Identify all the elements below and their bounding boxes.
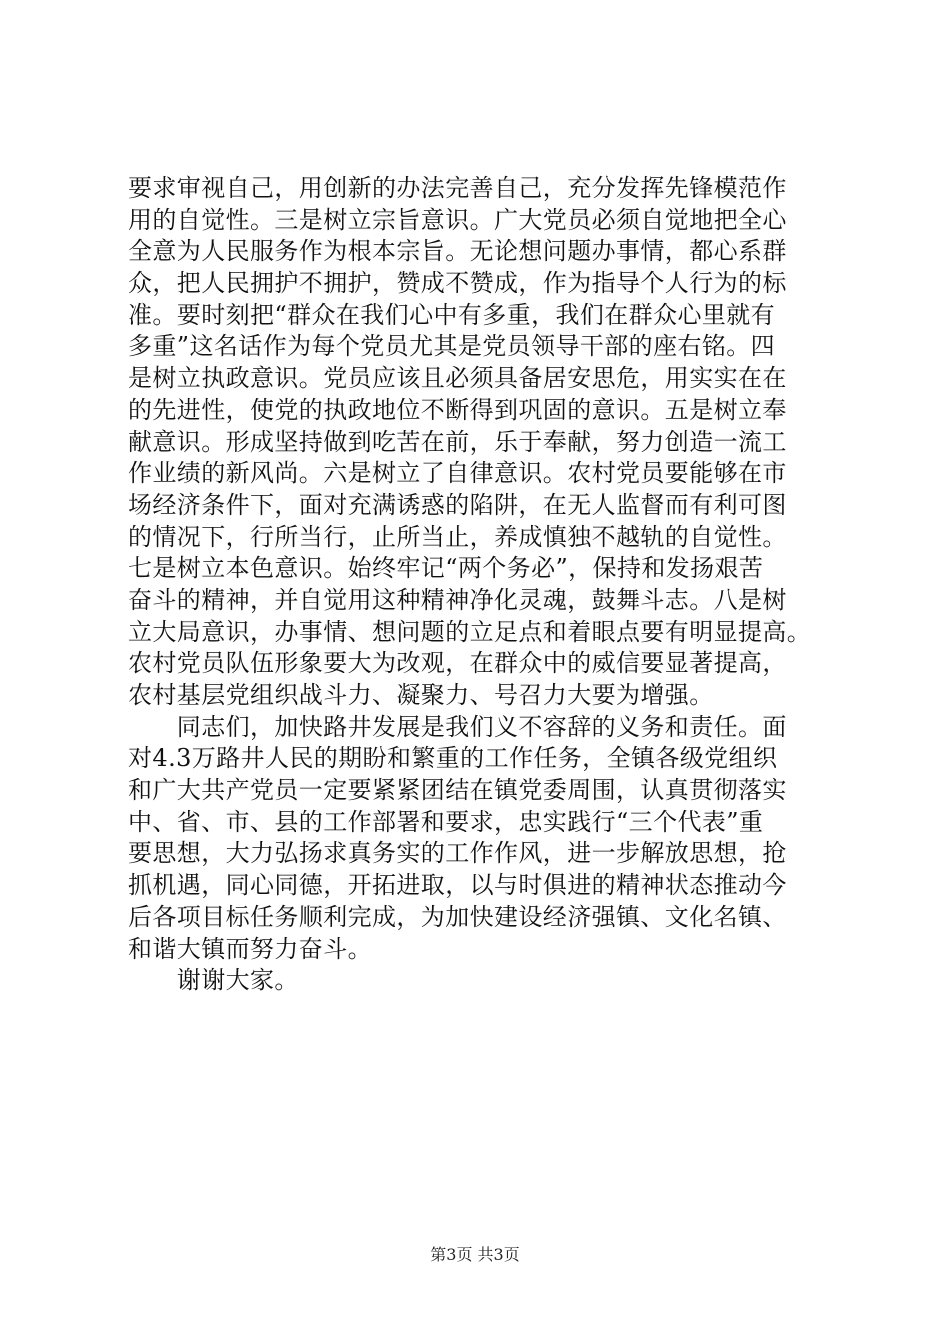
text-line: 的情况下，行所当行，止所当止，养成慎独不越轨的自觉性。 (128, 522, 787, 551)
text-line: 全意为人民服务作为根本宗旨。无论想问题办事情，都心系群 (128, 237, 787, 266)
closing-line: 谢谢大家。 (128, 966, 299, 995)
text-line: 献意识。形成坚持做到吃苦在前，乐于奉献，努力创造一流工 (128, 427, 787, 456)
text-line: 和广大共产党员一定要紧紧团结在镇党委周围，认真贯彻落实 (128, 776, 787, 805)
text-line: 和谐大镇而努力奋斗。 (128, 934, 372, 963)
text-line: 中、省、市、县的工作部署和要求，忠实践行“三个代表”重 (128, 807, 764, 836)
text-line: 要求审视自己，用创新的办法完善自己，充分发挥先锋模范作 (128, 174, 787, 202)
text-line: 众，把人民拥护不拥护，赞成不赞成，作为指导个人行为的标 (128, 269, 787, 298)
text-line: 奋斗的精神，并自觉用这种精神净化灵魂，鼓舞斗志。八是树 (128, 585, 787, 614)
text-line: 是树立执政意识。党员应该且必须具备居安思危，用实实在在 (128, 364, 787, 393)
text-line: 的先进性，使党的执政地位不断得到巩固的意识。五是树立奉 (128, 395, 787, 424)
paragraph-start-line: 同志们，加快路井发展是我们义不容辞的义务和责任。面 (128, 712, 787, 741)
page-footer: 第3页 共3页 (430, 1245, 520, 1264)
document-body (128, 173, 828, 997)
text-line: 后各项目标任务顺利完成，为加快建设经济强镇、文化名镇、 (128, 902, 787, 931)
text-line: 准。要时刻把“群众在我们心中有多重，我们在群众心里就有 (128, 300, 776, 329)
text-line: 对4.3万路井人民的期盼和繁重的工作任务，全镇各级党组织 (128, 744, 778, 773)
text-line: 多重”这名话作为每个党员尤其是党员领导干部的座右铭。四 (128, 332, 776, 361)
text-line: 场经济条件下，面对充满诱惑的陷阱，在无人监督而有利可图 (128, 490, 787, 519)
text-line: 要思想，大力弘扬求真务实的工作作风，进一步解放思想，抢 (128, 839, 787, 868)
text-line: 立大局意识，办事情、想问题的立足点和着眼点要有明显提高。 (128, 617, 812, 646)
text-line: 农村基层党组织战斗力、凝聚力、号召力大要为增强。 (128, 681, 714, 709)
text-line: 抓机遇，同心同德，开拓进取，以与时俱进的精神状态推动今 (128, 871, 787, 900)
text-line: 农村党员队伍形象要大为改观，在群众中的威信要显著提高， (128, 649, 787, 678)
text-line: 作业绩的新风尚。六是树立了自律意识。农村党员要能够在市 (128, 459, 787, 488)
text-line: 七是树立本色意识。始终牢记“两个务必”，保持和发扬艰苦 (128, 554, 764, 583)
text-line: 用的自觉性。三是树立宗旨意识。广大党员必须自觉地把全心 (128, 205, 787, 234)
